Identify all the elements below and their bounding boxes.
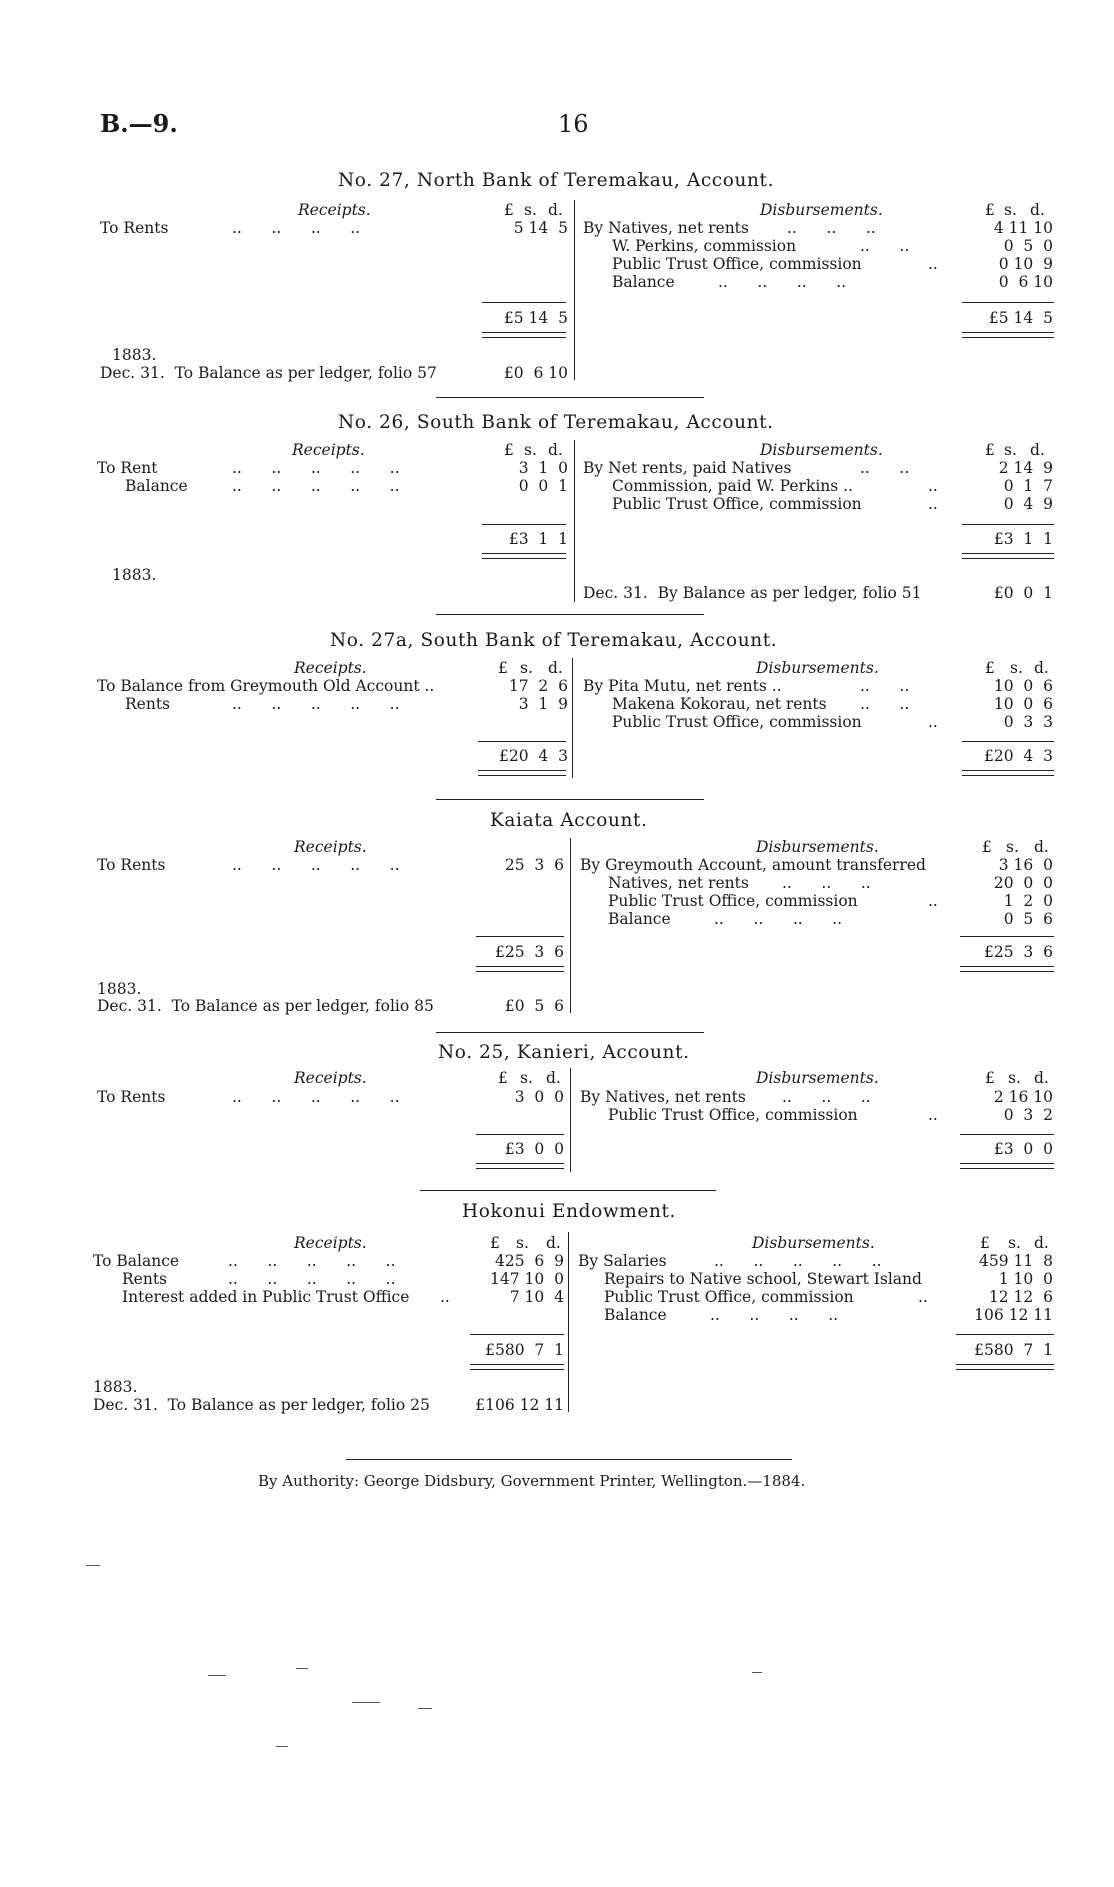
total-double-rule	[956, 1364, 1054, 1370]
col-shilling: s.	[520, 659, 533, 677]
total-double-rule	[476, 1163, 564, 1169]
disbursements-total: £25 3 6	[983, 943, 1053, 961]
disbursement-amount: 0 1 7	[1003, 477, 1053, 495]
col-pound: £	[985, 659, 995, 677]
receipts-label: Receipts.	[294, 838, 367, 856]
disbursement-amount: 4 11 10	[993, 219, 1053, 237]
receipt-amount: 3 1 0	[518, 459, 568, 477]
receipt-label: Rents	[125, 695, 171, 713]
disbursement-amount: 10 0 6	[993, 677, 1053, 695]
receipt-label: To Balance	[93, 1252, 180, 1270]
disbursement-label: By Natives, net rents	[580, 1088, 746, 1106]
receipts-total: £20 4 3	[498, 747, 568, 765]
disbursement-amount: 0 4 9	[1003, 495, 1053, 513]
total-double-rule	[962, 770, 1054, 776]
receipt-amount: 3 0 0	[514, 1088, 564, 1106]
subtotal-rule	[476, 936, 564, 937]
col-shilling: s.	[1004, 441, 1017, 459]
leader-dots: .. .. .. .. ..	[232, 695, 400, 713]
disbursement-amount: 12 12 6	[988, 1288, 1053, 1306]
leader-dots: .. .. ..	[787, 219, 876, 237]
disbursements-total: £580 7 1	[974, 1341, 1053, 1359]
col-pound: £	[504, 201, 514, 219]
subtotal-rule	[476, 1134, 564, 1135]
col-pound: £	[490, 1234, 500, 1252]
total-double-rule	[478, 770, 566, 776]
ledger-balance-amount: £106 12 11	[475, 1396, 564, 1414]
disbursement-label: Public Trust Office, commission	[612, 713, 862, 731]
subtotal-rule	[482, 302, 566, 303]
col-shilling: s.	[1008, 1069, 1021, 1087]
column-divider	[574, 200, 575, 380]
total-double-rule	[962, 553, 1054, 559]
total-double-rule	[482, 332, 566, 338]
col-shilling: s.	[1004, 201, 1017, 219]
leader-dots: .. .. .. ..	[710, 1306, 839, 1324]
col-pound: £	[982, 838, 992, 856]
receipt-label: To Rent	[97, 459, 158, 477]
receipts-label: Receipts.	[294, 1069, 367, 1087]
disbursement-label: By Pita Mutu, net rents ..	[583, 677, 782, 695]
col-shilling: s.	[1006, 838, 1019, 856]
leader-dots: .. .. ..	[782, 1088, 871, 1106]
col-pound: £	[980, 1234, 990, 1252]
scan-speck	[276, 1746, 288, 1747]
total-double-rule	[962, 332, 1054, 338]
col-pound: £	[985, 201, 995, 219]
leader-dots: ..	[918, 1288, 928, 1306]
subtotal-rule	[470, 1334, 564, 1335]
disbursement-label: By Greymouth Account, amount transferred	[580, 856, 926, 874]
leader-dots: .. ..	[860, 695, 910, 713]
disbursement-amount: 106 12 11	[974, 1306, 1053, 1324]
disbursement-label: Public Trust Office, commission	[612, 495, 862, 513]
leader-dots: ..	[440, 1288, 450, 1306]
section-separator	[436, 614, 704, 615]
column-divider	[574, 440, 575, 602]
col-pence: d.	[1034, 1234, 1049, 1252]
total-double-rule	[960, 966, 1054, 972]
col-pound: £	[985, 441, 995, 459]
receipt-amount: 7 10 4	[509, 1288, 564, 1306]
col-shilling: s.	[1010, 659, 1023, 677]
subtotal-rule	[482, 524, 566, 525]
col-pound: £	[504, 441, 514, 459]
col-shilling: s.	[516, 1234, 529, 1252]
disbursement-label: Balance	[612, 273, 675, 291]
receipts-label: Receipts.	[294, 1234, 367, 1252]
disbursement-amount: 10 0 6	[993, 695, 1053, 713]
receipt-label: To Rents	[97, 1088, 166, 1106]
footer-rule	[346, 1459, 792, 1460]
receipt-label: Interest added in Public Trust Office	[122, 1288, 410, 1306]
column-divider	[572, 658, 573, 778]
subtotal-rule	[960, 1134, 1054, 1135]
disbursement-amount: 0 6 10	[998, 273, 1053, 291]
leader-dots: ..	[928, 713, 938, 731]
receipts-label: Receipts.	[298, 201, 371, 219]
disbursements-total: £20 4 3	[983, 747, 1053, 765]
col-pence: d.	[1034, 1069, 1049, 1087]
subtotal-rule	[962, 741, 1054, 742]
disbursement-label: W. Perkins, commission	[612, 237, 797, 255]
leader-dots: .. .. .. .. ..	[228, 1252, 396, 1270]
receipts-total: £3 0 0	[504, 1140, 564, 1158]
leader-dots: .. .. .. ..	[718, 273, 847, 291]
disbursement-label: Public Trust Office, commission	[608, 1106, 858, 1124]
receipt-amount: 5 14 5	[513, 219, 568, 237]
leader-dots: .. ..	[860, 237, 910, 255]
ledger-balance-amount: £0 0 1	[993, 584, 1053, 602]
leader-dots: ..	[928, 495, 938, 513]
receipt-label: To Rents	[100, 219, 169, 237]
scan-speck	[296, 1668, 308, 1669]
leader-dots: ..	[928, 255, 938, 273]
ledger-balance-label: Dec. 31. To Balance as per ledger, folio 57	[100, 364, 437, 382]
leader-dots: .. .. .. .. ..	[232, 477, 400, 495]
subtotal-rule	[960, 936, 1054, 937]
leader-dots: .. .. ..	[782, 874, 871, 892]
column-divider	[570, 1068, 571, 1172]
disbursement-label: By Natives, net rents	[583, 219, 749, 237]
col-shilling: s.	[1008, 1234, 1021, 1252]
col-pence: d.	[548, 441, 563, 459]
year-label: 1883.	[93, 1378, 138, 1396]
scan-speck	[208, 1675, 226, 1676]
disbursements-label: Disbursements.	[756, 659, 879, 677]
disbursement-label: Balance	[608, 910, 671, 928]
receipt-amount: 3 1 9	[518, 695, 568, 713]
account-title: No. 25, Kanieri, Account.	[438, 1042, 690, 1063]
disbursement-amount: 2 14 9	[998, 459, 1053, 477]
receipt-label: Rents	[122, 1270, 168, 1288]
receipt-amount: 0 0 1	[518, 477, 568, 495]
receipts-label: Receipts.	[294, 659, 367, 677]
leader-dots: .. .. .. .. ..	[228, 1270, 396, 1288]
ledger-balance-label: Dec. 31. To Balance as per ledger, folio 85	[97, 997, 434, 1015]
page-number: 16	[558, 110, 589, 138]
disbursement-amount: 2 16 10	[993, 1088, 1053, 1106]
subtotal-rule	[962, 524, 1054, 525]
leader-dots: .. .. .. .. ..	[714, 1252, 882, 1270]
receipts-total: £3 1 1	[508, 530, 568, 548]
leader-dots: ..	[928, 892, 938, 910]
account-title: Hokonui Endowment.	[462, 1201, 677, 1222]
leader-dots: .. .. .. .. ..	[232, 1088, 400, 1106]
subtotal-rule	[962, 302, 1054, 303]
leader-dots: ..	[928, 1106, 938, 1124]
disbursement-label: By Salaries	[578, 1252, 667, 1270]
disbursement-label: Public Trust Office, commission	[612, 255, 862, 273]
year-label: 1883.	[112, 346, 157, 364]
subtotal-rule	[956, 1334, 1054, 1335]
disbursement-amount: 0 3 3	[1003, 713, 1053, 731]
column-divider	[570, 838, 571, 1013]
disbursement-amount: 1 2 0	[1003, 892, 1053, 910]
year-label: 1883.	[97, 980, 142, 998]
leader-dots: ..	[928, 477, 938, 495]
document-reference: B.—9.	[100, 109, 178, 138]
leader-dots: .. .. .. ..	[714, 910, 843, 928]
col-shilling: s.	[524, 441, 537, 459]
disbursement-label: Makena Kokorau, net rents	[612, 695, 827, 713]
disbursements-label: Disbursements.	[760, 201, 883, 219]
col-pence: d.	[548, 659, 563, 677]
disbursements-label: Disbursements.	[756, 1069, 879, 1087]
ledger-balance-amount: £0 6 10	[503, 364, 568, 382]
account-title: No. 27a, South Bank of Teremakau, Account.	[330, 630, 778, 651]
receipt-amount: 25 3 6	[504, 856, 564, 874]
col-shilling: s.	[524, 201, 537, 219]
receipts-total: £580 7 1	[485, 1341, 564, 1359]
col-pence: d.	[1034, 838, 1049, 856]
receipt-label: To Rents	[97, 856, 166, 874]
receipt-label: To Balance from Greymouth Old Account ..	[97, 677, 435, 695]
col-pence: d.	[1030, 441, 1045, 459]
col-shilling: s.	[520, 1069, 533, 1087]
account-title: No. 27, North Bank of Teremakau, Account.	[338, 170, 775, 191]
disbursement-amount: 3 16 0	[998, 856, 1053, 874]
total-double-rule	[482, 553, 566, 559]
section-separator	[420, 1190, 716, 1191]
col-pence: d.	[546, 1234, 561, 1252]
leader-dots: .. ..	[860, 459, 910, 477]
leader-dots: .. .. .. .. ..	[232, 459, 400, 477]
col-pence: d.	[1030, 201, 1045, 219]
col-pound: £	[498, 659, 508, 677]
section-separator	[436, 1032, 704, 1033]
col-pence: d.	[548, 201, 563, 219]
ledger-balance-amount: £0 5 6	[504, 997, 564, 1015]
section-separator	[436, 397, 704, 398]
col-pound: £	[498, 1069, 508, 1087]
receipt-amount: 147 10 0	[490, 1270, 564, 1288]
disbursements-label: Disbursements.	[756, 838, 879, 856]
disbursement-label: By Net rents, paid Natives	[583, 459, 792, 477]
disbursement-amount: 0 5 0	[1003, 237, 1053, 255]
disbursements-total: £5 14 5	[988, 309, 1053, 327]
disbursements-total: £3 1 1	[993, 530, 1053, 548]
disbursement-amount: 459 11 8	[979, 1252, 1053, 1270]
disbursements-total: £3 0 0	[993, 1140, 1053, 1158]
receipt-amount: 425 6 9	[494, 1252, 564, 1270]
disbursements-label: Disbursements.	[760, 441, 883, 459]
disbursements-label: Disbursements.	[752, 1234, 875, 1252]
total-double-rule	[470, 1364, 564, 1370]
leader-dots: .. .. .. ..	[232, 219, 361, 237]
disbursement-amount: 0 3 2	[1003, 1106, 1053, 1124]
printer-authority: By Authority: George Didsbury, Government Printer, Wellington.—1884.	[258, 1472, 806, 1490]
ledger-balance-label: Dec. 31. To Balance as per ledger, folio 25	[93, 1396, 430, 1414]
receipt-label: Balance	[125, 477, 188, 495]
col-pence: d.	[546, 1069, 561, 1087]
disbursement-amount: 20 0 0	[993, 874, 1053, 892]
receipts-total: £5 14 5	[503, 309, 568, 327]
year-label: 1883.	[112, 566, 157, 584]
disbursement-label: Balance	[604, 1306, 667, 1324]
disbursement-label: Public Trust Office, commission	[608, 892, 858, 910]
disbursement-label: Natives, net rents	[608, 874, 749, 892]
subtotal-rule	[478, 741, 566, 742]
receipt-amount: 17 2 6	[508, 677, 568, 695]
disbursement-amount: 0 10 9	[998, 255, 1053, 273]
leader-dots: .. ..	[860, 677, 910, 695]
scan-speck	[86, 1565, 100, 1566]
section-separator	[436, 799, 704, 800]
scan-speck	[418, 1708, 432, 1709]
disbursement-amount: 1 10 0	[998, 1270, 1053, 1288]
ledger-balance-label: Dec. 31. By Balance as per ledger, folio 51	[583, 584, 922, 602]
col-pound: £	[985, 1069, 995, 1087]
disbursement-amount: 0 5 6	[1003, 910, 1053, 928]
leader-dots: .. .. .. .. ..	[232, 856, 400, 874]
disbursement-label: Commission, paid W. Perkins ..	[612, 477, 854, 495]
scan-speck	[752, 1672, 762, 1673]
total-double-rule	[960, 1163, 1054, 1169]
disbursement-label: Repairs to Native school, Stewart Island	[604, 1270, 922, 1288]
column-divider	[568, 1232, 569, 1412]
receipts-total: £25 3 6	[494, 943, 564, 961]
disbursement-label: Public Trust Office, commission	[604, 1288, 854, 1306]
account-title: No. 26, South Bank of Teremakau, Account.	[338, 412, 774, 433]
scan-speck	[352, 1702, 380, 1703]
total-double-rule	[476, 966, 564, 972]
account-title: Kaiata Account.	[490, 810, 648, 831]
receipts-label: Receipts.	[292, 441, 365, 459]
col-pence: d.	[1034, 659, 1049, 677]
